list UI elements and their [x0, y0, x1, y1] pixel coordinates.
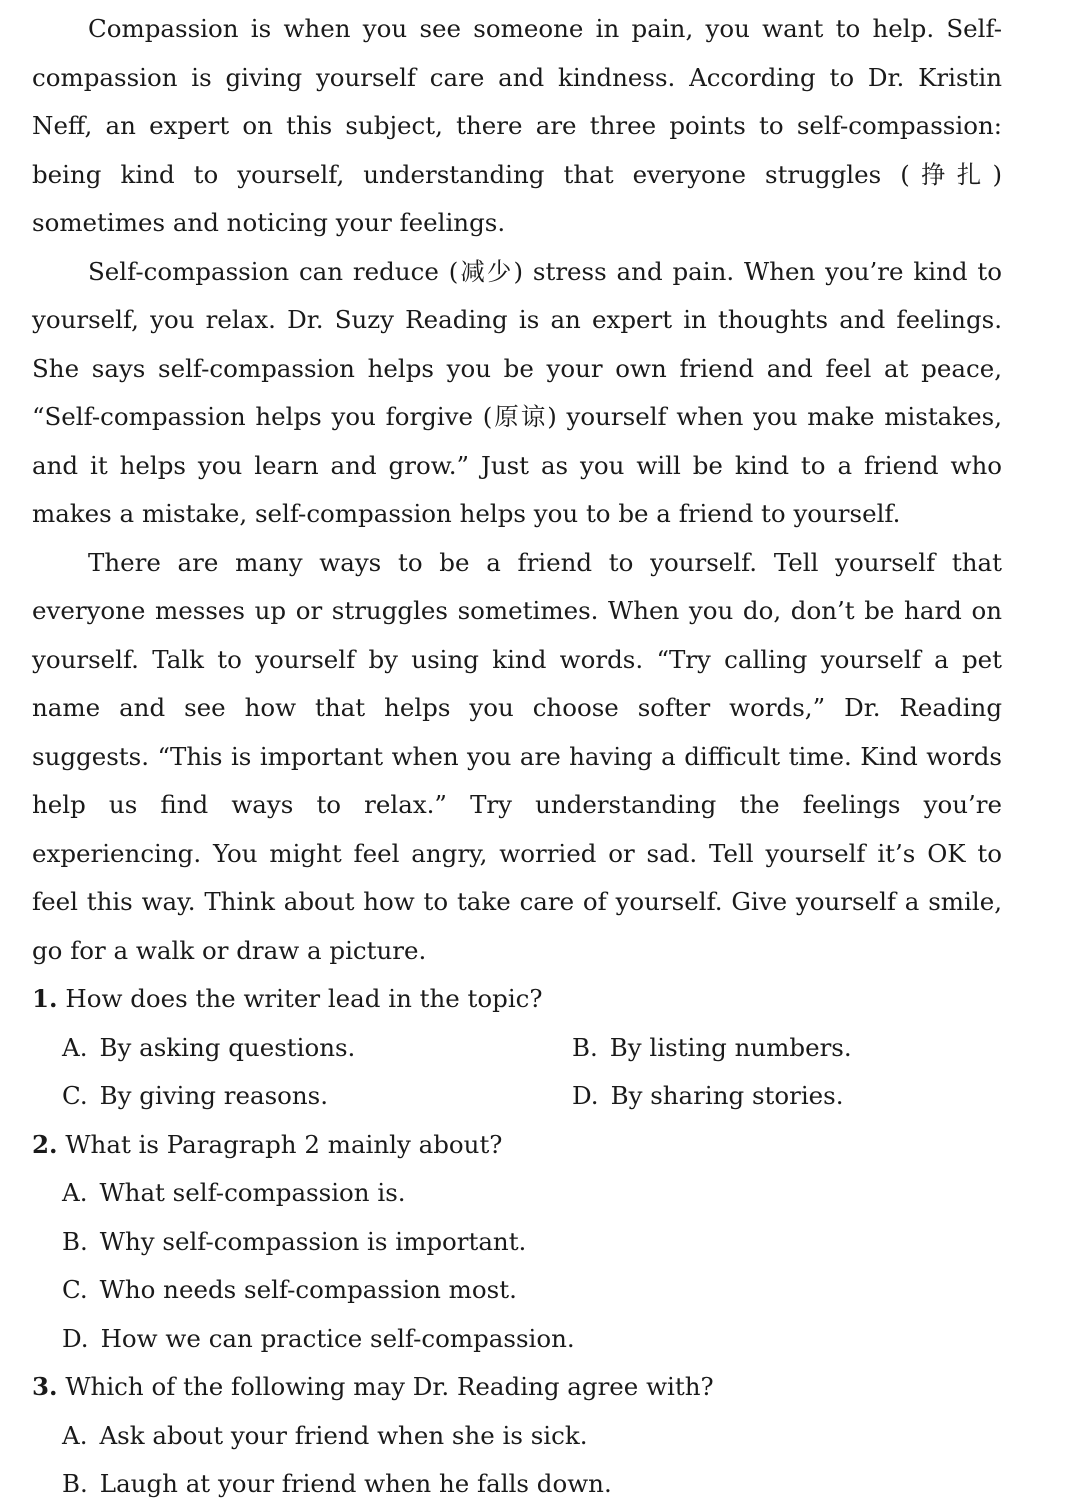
option-letter: D.: [572, 1081, 599, 1110]
option-text: Ask about your friend when she is sick.: [99, 1420, 588, 1450]
question-2: [32, 1121, 1002, 1364]
option-text: Why self-compassion is important.: [99, 1226, 527, 1256]
passage-paragraph-1: Compassion is when you see someone in pain, you want to help. Self-compassion is giving yourself care and kindness. According to Dr. Kristin Neff, an expert on this subject, there are three points to self-compassion: being kind to yourself, understanding that everyone struggles (挣扎) sometimes and noticing your feelings.: [32, 14, 1002, 237]
passage-paragraph-3: There are many ways to be a friend to yourself. Tell yourself that everyone messes up or struggles sometimes. When you do, don’t be hard on yourself. Talk to yourself by using kind words. “Try calling yourself a pet name and see how that helps you choose softer words,” Dr. Reading suggests. “This is important when you are having a difficult time. Kind words help us find ways to relax.” Try understanding the feelings you’re experiencing. You might feel angry, worried or sad. Tell yourself it’s OK to feel this way. Think about how to take care of yourself. Give yourself a smile, go for a walk or draw a picture.: [32, 547, 1002, 965]
option-letter: A.: [62, 1420, 88, 1450]
option-letter: A.: [62, 1178, 88, 1207]
question-3-stem: [32, 1363, 1002, 1412]
option-text: Laugh at your friend when he falls down.: [99, 1469, 612, 1498]
passage-paragraph-2: Self-compassion can reduce (减少) stress and pain. When you’re kind to yourself, you relax. Dr. Suzy Reading is an expert in thoughts and feelings. She says self-compassion helps you be your own friend and feel at peace, “Self-compassion helps you forgive (原谅) yourself when you make mistakes, and it helps you learn and grow.” Just as you will be kind to a friend who makes a mistake, self-compassion helps you to be a friend to yourself.: [32, 256, 1002, 528]
question-1-number: 1.: [32, 984, 58, 1013]
question-1-option-a: [62, 1024, 572, 1073]
option-letter: A.: [62, 1032, 88, 1062]
option-text: By giving reasons.: [99, 1081, 329, 1110]
question-1-option-b: [572, 1024, 1002, 1073]
option-text: By sharing stories.: [610, 1081, 844, 1110]
question-3-options: [32, 1412, 1002, 1509]
question-3-option-a: [62, 1412, 1002, 1461]
question-2-option-a: [62, 1169, 1002, 1218]
option-text: By asking questions.: [99, 1032, 356, 1062]
option-text: What self-compassion is.: [99, 1178, 406, 1207]
question-2-option-c: [62, 1266, 1002, 1315]
question-3-option-b: [62, 1460, 1002, 1509]
question-3: [32, 1363, 1002, 1509]
question-2-option-b: [62, 1218, 1002, 1267]
option-letter: C.: [62, 1081, 88, 1110]
option-letter: C.: [62, 1275, 88, 1304]
question-3-text: Which of the following may Dr. Reading agree with?: [65, 1372, 714, 1401]
option-letter: B.: [572, 1032, 598, 1062]
question-1-stem: [32, 975, 1002, 1024]
option-letter: D.: [62, 1323, 89, 1353]
option-letter: B.: [62, 1226, 88, 1256]
question-1-option-d: [572, 1072, 1002, 1121]
option-text: How we can practice self-compassion.: [100, 1323, 575, 1353]
question-3-number: 3.: [32, 1372, 58, 1401]
question-2-stem: [32, 1121, 1002, 1170]
question-2-options: [32, 1169, 1002, 1363]
option-letter: B.: [62, 1469, 88, 1498]
question-1-text: How does the writer lead in the topic?: [65, 984, 543, 1013]
question-1-option-c: [62, 1072, 572, 1121]
question-1: [32, 975, 1002, 1121]
question-1-options: [32, 1024, 1002, 1121]
question-2-option-d: [62, 1315, 1002, 1364]
option-text: By listing numbers.: [609, 1032, 852, 1062]
question-2-number: 2.: [32, 1129, 58, 1159]
option-text: Who needs self-compassion most.: [99, 1275, 517, 1304]
question-2-text: What is Paragraph 2 mainly about?: [65, 1129, 503, 1159]
